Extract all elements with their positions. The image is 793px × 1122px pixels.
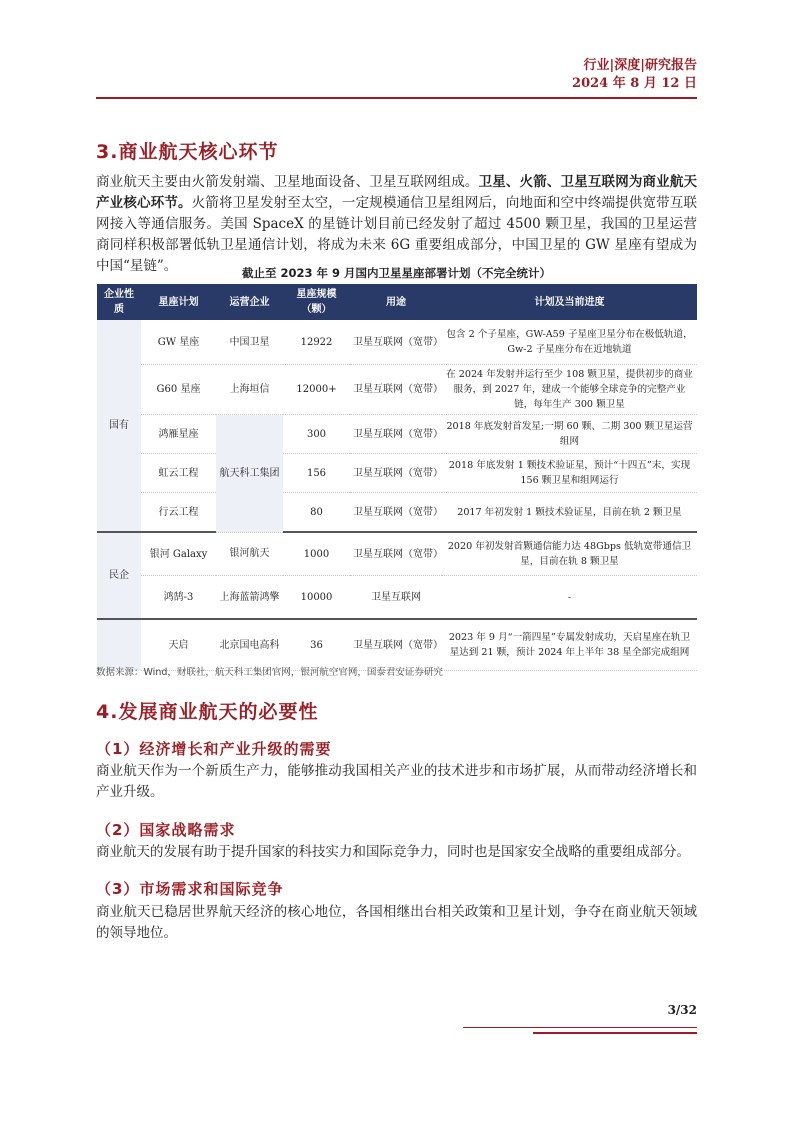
table-row — [97, 619, 697, 671]
progress-cell: 2018 年底发射首发星;一期 60 颗、二期 300 颗卫星运营组网 — [442, 415, 697, 454]
subsection-1-text: 商业航天作为一个新质生产力，能够推动我国相关产业的技术进步和市场扩展，从而带动经济增长和产业升级。 — [96, 763, 697, 800]
header-divider — [96, 97, 697, 99]
operator-cell: 上海垣信 — [216, 365, 283, 415]
page-number: 3/32 — [667, 1003, 697, 1017]
plan-cell: 天启 — [141, 619, 216, 671]
subsection-3-text: 商业航天已稳居世界航天经济的核心地位，各国相继出台相关政策和卫星计划，争夺在商业航天领域的领导地位。 — [96, 904, 697, 941]
usage-cell: 卫星互联网（宽带） — [350, 365, 442, 415]
subsection-2-text: 商业航天的发展有助于提升国家的科技实力和国际竞争力，同时也是国家安全战略的重要组成部分。 — [96, 844, 690, 860]
progress-cell: 2018 年底发射 1 颗技术验证星，预计“十四五”末，实现 156 颗卫星和组网运行 — [442, 454, 697, 493]
table-row — [97, 365, 697, 415]
plan-cell: 鸿雁星座 — [141, 415, 216, 454]
scale-cell: 12922 — [283, 320, 350, 365]
progress-cell: 2020 年初发射首颗通信能力达 48Gbps 低轨宽带通信卫星，目前在轨 8 颗卫星 — [442, 532, 697, 576]
section-3-bold-text: 卫星、火箭、卫星互联网为商业航天产业核心环节。 — [96, 174, 698, 211]
progress-cell: 包含 2 个子星座，GW-A59 子星座卫星分布在极低轨道，Gw-2 子星座分布在近地轨道 — [442, 320, 697, 365]
data-source-note: 数据来源：Wind，财联社，航天科工集团官网，银河航空官网，国泰君安证券研究 — [96, 667, 443, 678]
section-4-title: 4.发展商业航天的必要性 — [96, 701, 319, 723]
section-3-title: 3.商业航天核心环节 — [96, 141, 279, 163]
header-scale: 星座规模（颗） — [283, 284, 350, 320]
progress-cell: - — [442, 576, 697, 620]
plan-cell: 虹云工程 — [141, 454, 216, 493]
subsection-1-title: （1）经济增长和产业升级的需要 — [96, 740, 332, 758]
operator-cell: 上海蓝箭鸿擎 — [216, 576, 283, 620]
table-row — [97, 576, 697, 620]
footer-rule-thick — [533, 1032, 697, 1034]
scale-cell: 12000+ — [283, 365, 350, 415]
usage-cell: 卫星互联网（宽带） — [350, 454, 442, 493]
usage-cell: 卫星互联网（宽带） — [350, 619, 442, 671]
scale-cell: 36 — [283, 619, 350, 671]
plan-cell: G60 星座 — [141, 365, 216, 415]
scale-cell: 80 — [283, 493, 350, 533]
operator-cell: 中国卫星 — [216, 320, 283, 365]
operator-cell: 北京国电高科 — [216, 619, 283, 671]
plan-cell: 鸿鹄-3 — [141, 576, 216, 620]
progress-cell: 2017 年初发射 1 颗技术验证星，目前在轨 2 颗卫星 — [442, 493, 697, 533]
header-operator: 运营企业 — [216, 284, 283, 320]
plan-cell: 银河 Galaxy — [141, 532, 216, 576]
report-category: 行业|深度|研究报告 — [583, 58, 697, 73]
table-row — [97, 532, 697, 576]
scale-cell: 156 — [283, 454, 350, 493]
progress-cell: 在 2024 年发射并运行至少 108 颗卫星，提供初步的商业服务，到 2027 年，建成一个能够全球竞争的完整产业链，每年生产 300 颗卫星 — [442, 365, 697, 415]
table-row — [97, 320, 697, 365]
header-plan: 星座计划 — [141, 284, 216, 320]
usage-cell: 卫星互联网（宽带） — [350, 532, 442, 576]
usage-cell: 卫星互联网（宽带） — [350, 320, 442, 365]
plan-cell: GW 星座 — [141, 320, 216, 365]
table-title: 截止至 2023 年 9 月国内卫星星座部署计划（不完全统计） — [241, 266, 552, 280]
report-header — [572, 57, 697, 93]
section-3-text-2: 火箭将卫星发射至太空，一定规模通信卫星组网后，向地面和空中终端提供宽带互联网接入等通信服务。美国 SpaceX 的星链计划目前已经发射了超过 4500 颗卫星，我国的卫星运营商同样积极部署低轨卫星通信计划，将成为未来 6G 重要组成部分，中国卫星的 GW 星座有望成为中国“星链”。 — [96, 195, 698, 274]
usage-cell: 卫星互联网（宽带） — [350, 493, 442, 533]
nature-cell-empty — [97, 619, 141, 671]
footer-rule-thin — [463, 1027, 697, 1028]
plan-cell: 行云工程 — [141, 493, 216, 533]
table-row — [97, 415, 697, 454]
header-nature: 企业性质 — [97, 284, 141, 320]
section-3-text-1: 商业航天主要由火箭发射端、卫星地面设备、卫星互联网组成。 — [96, 174, 479, 190]
section-3-paragraph — [96, 172, 697, 277]
nature-cell-private: 民企 — [97, 532, 141, 619]
scale-cell: 10000 — [283, 576, 350, 620]
report-date: 2024 年 8 月 12 日 — [572, 76, 697, 91]
operator-cell-casic: 航天科工集团 — [216, 415, 283, 533]
constellation-table — [97, 284, 697, 671]
header-usage: 用途 — [350, 284, 442, 320]
operator-cell: 银河航天 — [216, 532, 283, 576]
progress-cell: 2023 年 9 月“一箭四星”专属发射成功，天启星座在轨卫星达到 21 颗，预计 2024 年上半年 38 星全部完成组网 — [442, 619, 697, 671]
table-row — [97, 493, 697, 533]
usage-cell: 卫星互联网 — [350, 576, 442, 620]
scale-cell: 1000 — [283, 532, 350, 576]
subsection-2-title: （2）国家战略需求 — [96, 821, 236, 839]
header-progress: 计划及当前进度 — [442, 284, 697, 320]
table-header-row — [97, 284, 697, 320]
subsection-3-title: （3）市场需求和国际竞争 — [96, 880, 284, 898]
usage-cell: 卫星互联网（宽带） — [350, 415, 442, 454]
scale-cell: 300 — [283, 415, 350, 454]
table-row — [97, 454, 697, 493]
nature-cell-state: 国有 — [97, 320, 141, 532]
